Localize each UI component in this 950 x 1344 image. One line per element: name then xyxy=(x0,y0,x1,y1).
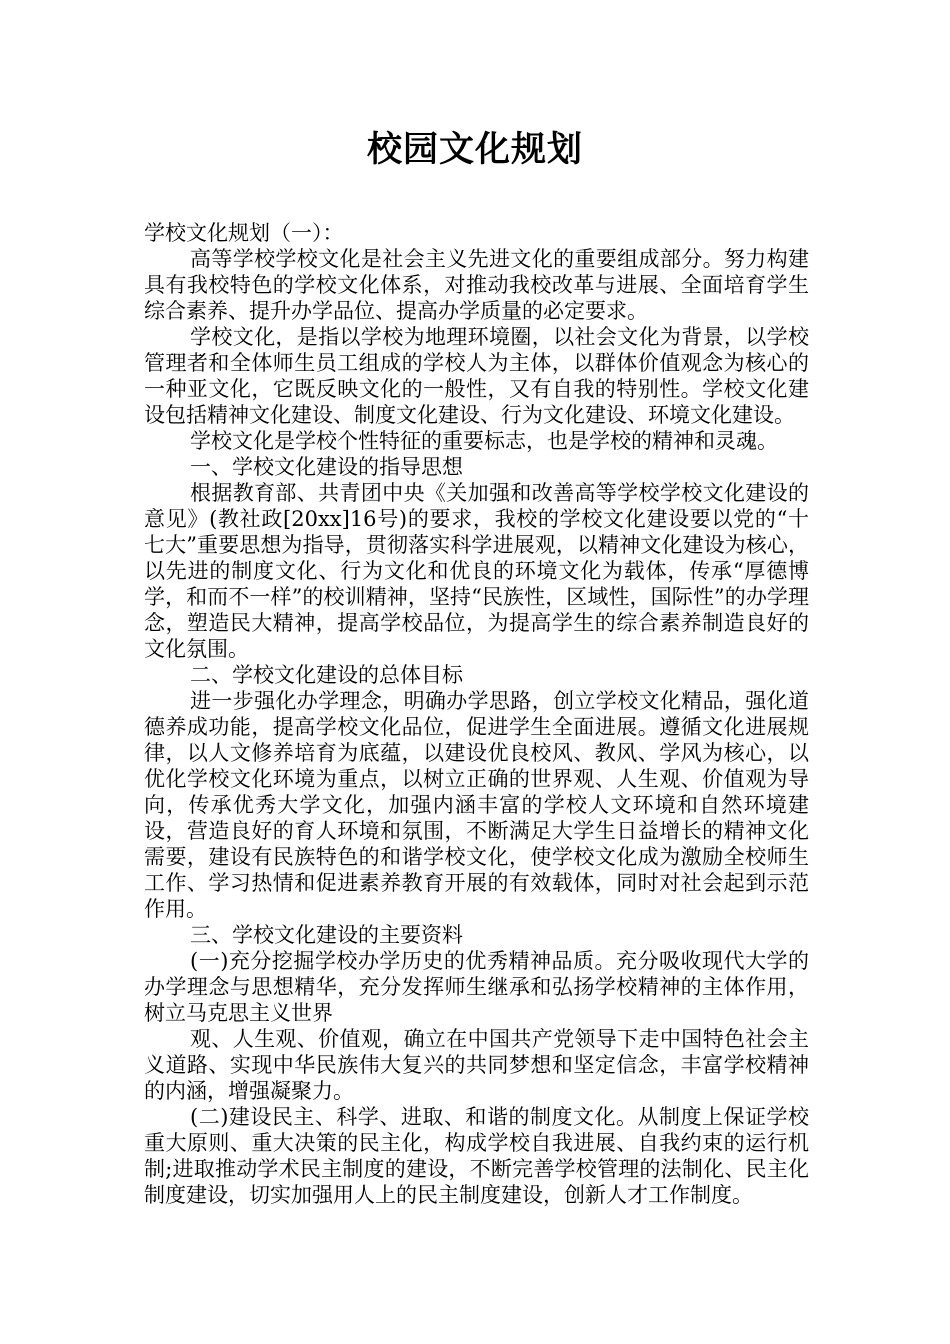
paragraph: 观、人生观、价值观，确立在中国共产党领导下走中国特色社会主义道路、实现中华民族伟大复兴的共同梦想和坚定信念，丰富学校精神的内涵，增强凝聚力。 xyxy=(144,1027,809,1103)
paragraph: 进一步强化办学理念，明确办学思路，创立学校文化精品，强化道德养成功能，提高学校文化品位，促进学生全面进展。遵循文化进展规律，以人文修养培育为底蕴，以建设优良校风、教风、学风为核心，以优化学校文化环境为重点，以树立正确的世界观、人生观、价值观为导向，传承优秀大学文化，加强内涵丰富的学校人文环境和自然环境建设，营造良好的育人环境和氛围，不断满足大学生日益增长的精神文化需要，建设有民族特色的和谐学校文化，使学校文化成为激励全校师生工作、学习热情和促进素养教育开展的有效载体，同时对社会起到示范作用。 xyxy=(144,689,809,921)
page-title: 校园文化规划 xyxy=(366,130,583,170)
paragraph: 高等学校学校文化是社会主义先进文化的重要组成部分。努力构建具有我校特色的学校文化体系，对推动我校改革与进展、全面培育学生综合素养、提升办学品位、提高办学质量的必定要求。 xyxy=(144,247,809,323)
paragraph: 二、学校文化建设的总体目标 xyxy=(190,663,463,687)
paragraph: 根据教育部、共青团中央《关加强和改善高等学校学校文化建设的意见》(教社政[20xx]16号)的要求，我校的学校文化建设要以党的“十七大”重要思想为指导，贯彻落实科学进展观，以精神文化建设为核心，以先进的制度文化、行为文化和优良的环境文化为载体，传承“厚德博学，和而不一样”的校训精神，坚持“民族性，区域性，国际性”的办学理念，塑造民大精神，提高学校品位，为提高学生的综合素养制造良好的文化氛围。 xyxy=(144,481,809,661)
paragraph: (一)充分挖掘学校办学历史的优秀精神品质。充分吸收现代大学的办学理念与思想精华，充分发挥师生继承和弘扬学校精神的主体作用，树立马克思主义世界 xyxy=(144,949,809,1025)
paragraph: 学校文化规划（一）： xyxy=(144,221,344,245)
paragraph: 学校文化是学校个性特征的重要标志，也是学校的精神和灵魂。 xyxy=(190,429,778,453)
document-body xyxy=(144,220,809,1208)
paragraph: 学校文化，是指以学校为地理环境圈，以社会文化为背景，以学校管理者和全体师生员工组成的学校人为主体，以群体价值观念为核心的一种亚文化，它既反映文化的一般性，又有自我的特别性。学校文化建设包括精神文化建设、制度文化建设、行为文化建设、环境文化建设。 xyxy=(144,325,809,427)
paragraph: 三、学校文化建设的主要资料 xyxy=(190,923,463,947)
paragraph: 一、学校文化建设的指导思想 xyxy=(190,455,463,479)
paragraph: (二)建设民主、科学、进取、和谐的制度文化。从制度上保证学校重大原则、重大决策的民主化，构成学校自我进展、自我约束的运行机制;进取推动学术民主制度的建设，不断完善学校管理的法制化、民主化制度建设，切实加强用人上的民主制度建设，创新人才工作制度。 xyxy=(144,1105,809,1207)
